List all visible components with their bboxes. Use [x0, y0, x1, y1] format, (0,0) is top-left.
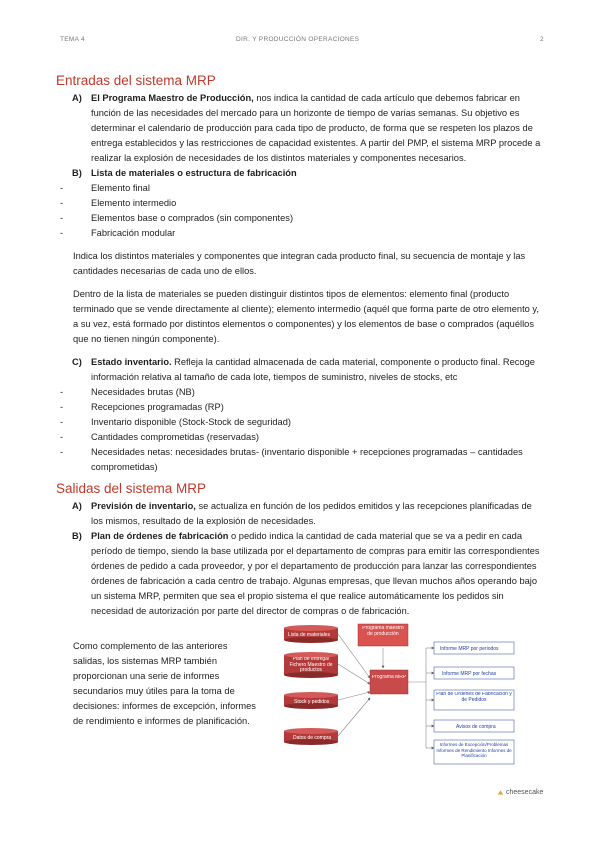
list-item: - Cantidades comprometidas (reservadas) [56, 430, 544, 445]
output-label: Informes de Excepción/Problemas Informes de Rendimiento Informes de Planificación [436, 742, 512, 758]
list-item: - Elementos base o comprados (sin componentes) [56, 211, 544, 226]
input-a [56, 91, 544, 166]
input-b [56, 166, 544, 181]
input-c [56, 355, 544, 385]
output-a [56, 499, 544, 529]
list-item: - Necesidades brutas (NB) [56, 385, 544, 400]
item-label: A) [72, 93, 82, 103]
list-item: - Elemento intermedio [56, 196, 544, 211]
output-label: Plan de Órdenes de Fabricación y de Pedidos [436, 692, 512, 703]
output-label: Avisos de compra [456, 724, 496, 730]
input-label: Stock y pedidos [294, 699, 330, 705]
paragraph-elements: Dentro de la lista de materiales se pueden distinguir distintos tipos de elementos: elemento final (producto terminado que se vende directamente al cliente); elemento intermedio (aquél que forma parte de otro elemento y, a su vez, está formado por distintos elementos o componentes) y los elementos de base o comprados (aquéllos que no tienen ningún componente). [73, 289, 539, 344]
input-label: Lista de materiales [288, 632, 330, 638]
header-topic: TEMA 4 [60, 36, 85, 43]
input-label: Datos de compra [293, 735, 332, 741]
list-item: - Inventario disponible (Stock-Stock de seguridad) [56, 415, 544, 430]
section-title-inputs: Entradas del sistema MRP [56, 73, 216, 88]
item-label: B) [72, 531, 82, 541]
center-label: Programa MRP [371, 675, 407, 680]
item-text: o pedido indica la cantidad de cada material que se va a pedir en cada período de tiempo, siendo la base utilizada por el departamento de compras para emitir las correspondientes órdenes de pedido a cada proveedor, y por el departamento de producción para lanzar las correspondientes órdenes de fabricación a cada centro de trabajo. Algunas empresas, que llevan muchos años operando bajo un sistema MRP, permiten que sea el propio sistema el que realice automáticamente los pedidos sin necesidad de autorización por parte del director de compras o de fabricación. [91, 531, 540, 616]
item-lead: Plan de órdenes de fabricación [91, 531, 229, 541]
output-node [434, 642, 514, 654]
master-label: Programa maestro de producción [362, 626, 404, 637]
item-label: C) [72, 357, 82, 367]
output-node [434, 667, 514, 679]
master-schedule-node [358, 624, 408, 646]
logo-text: cheesecake [506, 789, 544, 796]
item-label: A) [72, 501, 82, 511]
output-label: Informe MRP por fechas [442, 671, 497, 677]
paragraph-complement: Como complemento de las anteriores salidas, los sistemas MRP también proporcionan una serie de informes secundarios muy útiles para la toma de decisiones: informes de excepción, informes de rendimiento e informes de planificación. [73, 641, 256, 726]
list-item: - Necesidades netas: necesidades brutas- (inventario disponible + recepciones programadas – cantidades comprometidas) [56, 445, 544, 475]
mrp-diagram [270, 618, 550, 768]
cheesecake-logo-icon [497, 789, 504, 796]
item-text: nos indica la cantidad de cada artículo que debemos fabricar en función de las necesidades del mercado para un horizonte de tiempo de varias semanas. Su objetivo es determinar el calendario de producción para cada tipo de producto, de forma que se respeten los plazos de entrega establecidos y las restricciones de capacidad existentes. A partir del PMP, el sistema MRP procede a realizar la explosión de necesidades de los distintos materiales y componentes necesarios. [91, 93, 541, 163]
header-page-number: 2 [540, 36, 544, 43]
item-label: B) [72, 168, 82, 178]
item-text: se actualiza en función de los pedidos emitidos y las recepciones planificadas de los mismos, resultado de la explosión de necesidades. [91, 501, 532, 526]
item-text: Refleja la cantidad almacenada de cada material, componente o producto final. Recoge información relativa al tamaño de cada lote, tiempos de suministro, niveles de stocks, etc [91, 357, 535, 382]
paragraph-materials: Indica los distintos materiales y componentes que integran cada producto final, su secuencia de montaje y las cantidades necesarias de cada uno de ellos. [73, 251, 526, 276]
list-item: - Elemento final [56, 181, 544, 196]
output-node [434, 690, 514, 710]
input-node [284, 692, 338, 709]
mrp-program-node [370, 670, 408, 694]
input-label: Plan de entrega/ Fichero Maestro de productos [289, 657, 333, 673]
list-item: - Fabricación modular [56, 226, 544, 241]
item-lead: Estado inventario. [91, 357, 172, 367]
output-b [56, 529, 544, 619]
footer-logo [497, 789, 543, 796]
item-lead: El Programa Maestro de Producción, [91, 93, 254, 103]
section-title-outputs: Salidas del sistema MRP [56, 481, 207, 496]
input-node [284, 652, 338, 678]
output-label: Informe MRP por periodos [440, 646, 499, 652]
output-node [434, 720, 514, 732]
document-body [56, 72, 544, 619]
input-node [284, 728, 338, 745]
input-node [284, 625, 338, 643]
header-course: DIR. Y PRODUCCIÓN OPERACIONES [236, 36, 360, 43]
output-node [434, 740, 514, 764]
item-lead: Lista de materiales o estructura de fabricación [91, 168, 297, 178]
item-lead: Previsión de inventario, [91, 501, 196, 511]
list-item: - Recepciones programadas (RP) [56, 400, 544, 415]
